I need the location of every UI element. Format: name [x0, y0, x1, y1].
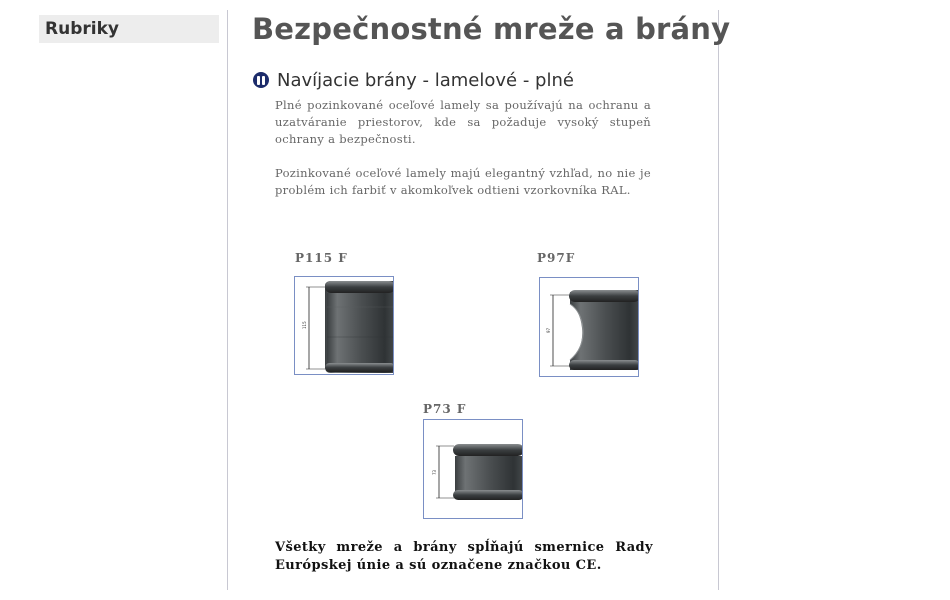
section-header [253, 68, 574, 92]
left-divider [227, 10, 228, 590]
dimension-text: 115 [302, 321, 307, 329]
product-label-p73f: P73 F [423, 402, 467, 416]
product-image-p97f[interactable] [539, 277, 639, 377]
sidebar-heading: Rubriky [39, 15, 219, 43]
right-divider [718, 10, 719, 590]
ce-compliance-note: Všetky mreže a brány spĺňajú smernice Rady Európskej únie a sú označene značkou CE. [275, 540, 653, 573]
double-bar-circle-icon [253, 72, 269, 88]
page-title: Bezpečnostné mreže a brány [252, 12, 731, 46]
description-paragraph-2: Pozinkované oceľové lamely majú elegantný vzhľad, no nie je problém ich farbiť v akomkoľvek odtieni vzorkovníka RAL. [275, 166, 651, 197]
product-label-p97f: P97F [537, 251, 576, 265]
dimension-text: 97 [546, 327, 551, 333]
product-label-p115f: P115 F [295, 251, 348, 265]
product-image-p73f[interactable] [423, 419, 523, 519]
dimension-text: 73 [432, 469, 437, 475]
section-title: Navíjacie brány - lamelové - plné [277, 69, 574, 91]
product-image-p115f[interactable] [294, 276, 394, 375]
description-paragraph-1: Plné pozinkované oceľové lamely sa používajú na ochranu a uzatváranie priestorov, kde sa požaduje vysoký stupeň ochrany a bezpečnosti. [275, 98, 651, 146]
